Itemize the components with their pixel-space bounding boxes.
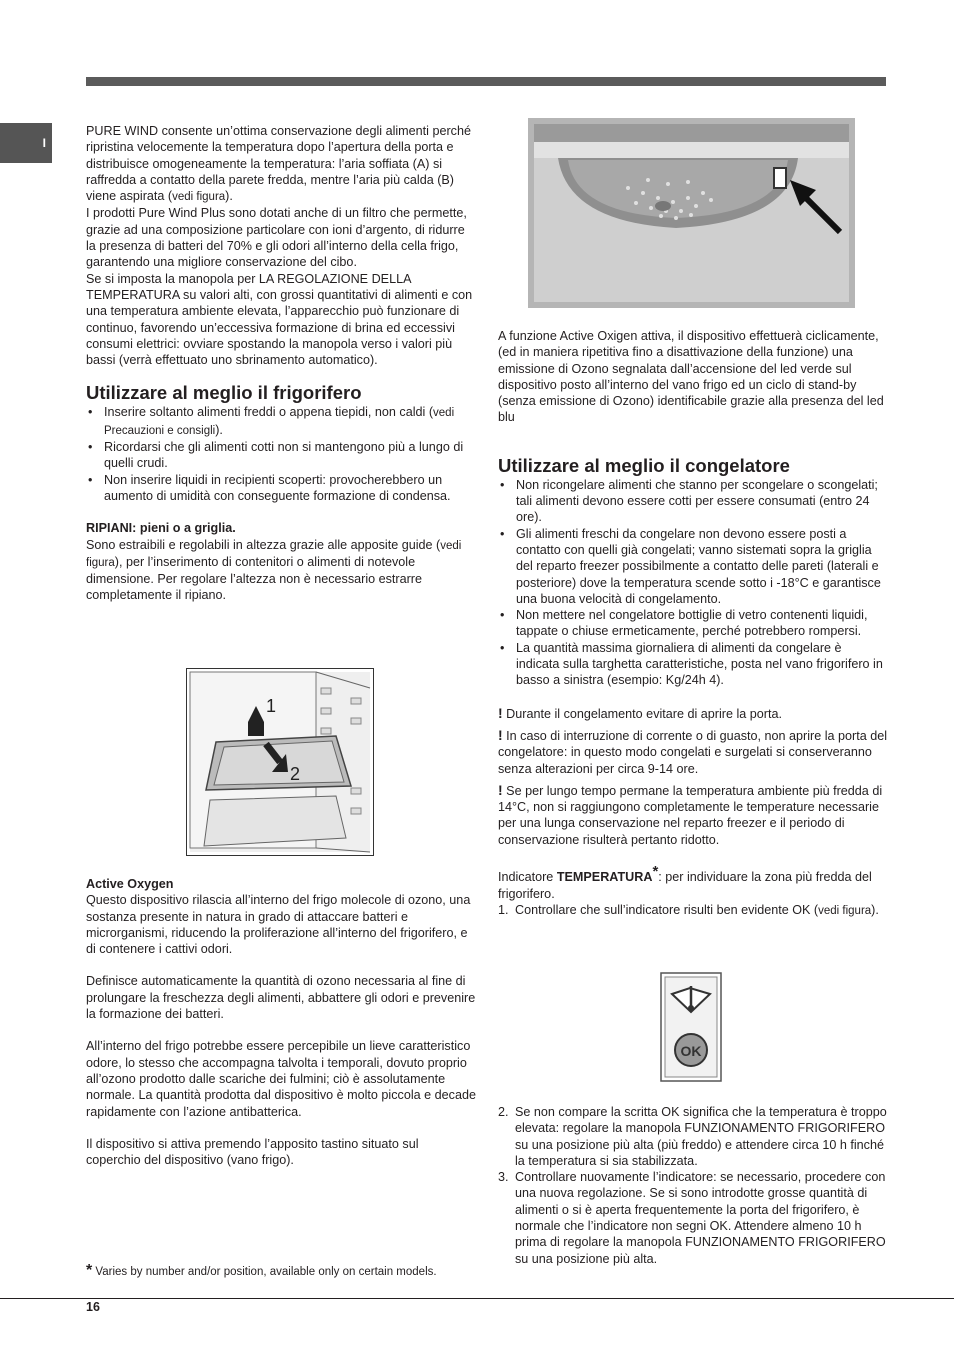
list-item: • Non inserire liquidi in recipienti scoperti: provocherebbero un aumento di umidità con conseguente formazione di condensa. bbox=[86, 472, 476, 505]
list-item: 3. Controllare nuovamente l’indicatore: se necessario, procedere con una nuova regolazione. Se si sono introdotte grosse quantità di alimenti o si è aperta frequentemente la porta del frigorifero, è normale che l’indicatore non segni OK. Attendere almeno 10 h prima di regolare la manopola FUNZIONAMENTO FRIGORIFERO su una posizione più alta. bbox=[498, 1170, 886, 1266]
indicator-paragraph: Indicatore TEMPERATURA*: per individuare la zona più fredda del frigorifero. bbox=[498, 863, 872, 901]
shelf-label-2: 2 bbox=[290, 764, 301, 784]
list-item: • Ricordarsi che gli alimenti cotti non si mantengono più a lungo di quelli crudi. bbox=[86, 439, 476, 472]
active-oxygen-section bbox=[86, 876, 476, 1168]
list-item: • Gli alimenti freschi da congelare non devono essere posti a contatto con quelli già congelati; vanno sistemati sopra la griglia del reparto freezer possibilmente a contatto delle pareti (laterali e posteriore) dove la temperatura scende sotto i -18°C e garantisce una buona velocità di congelamento. bbox=[498, 526, 888, 607]
left-column bbox=[86, 123, 476, 604]
list-item: • Inserire soltanto alimenti freddi o appena tiepidi, non caldi (vedi Precauzioni e consigli). bbox=[86, 404, 476, 439]
footer-rule bbox=[0, 1298, 954, 1299]
pure-wind-plus-paragraph: I prodotti Pure Wind Plus sono dotati anche di un filtro che permette, grazie ad una composizione particolare con ioni d’argento, di ridurre la presenza di batteri del 70% e gli odori all’interno della cella frigo, garantendo una migliore conservazione del cibo. bbox=[86, 206, 467, 270]
shelf-label-1: 1 bbox=[266, 696, 277, 716]
steps-list-2 bbox=[498, 1104, 888, 1267]
temperature-indicator-figure bbox=[660, 972, 722, 1082]
list-item: • La quantità massima giornaliera di alimenti da congelare è indicata sulla targhetta caratteristiche, posta nel vano frigorifero in basso a sinistra (esempio: Kg/24h 4). bbox=[498, 640, 888, 689]
active-oxygen-p3: All’interno del frigo potrebbe essere percepibile un lieve caratteristico odore, lo stesso che accompagna talvolta i temporali, dovuto proprio all’ozono prodotto dalle scariche dei fulmini; ciò è assolutamente normale. La quantità prodotta dal dispositivo è molto piccola e decade rapidamente con l’azione antibatterica. bbox=[86, 1039, 476, 1119]
frigo-bullet-list bbox=[86, 404, 476, 504]
temperature-paragraph: Se si imposta la manopola per LA REGOLAZIONE DELLA TEMPERATURA su valori alti, con grossi quantitativi di alimenti e con una temperatura ambiente elevata, l’apparecchio può funzionare di continuo, favorendo un’eccessiva formazione di brina ed eccessivi consumi elettrici: ovviare spostando la manopola verso i valori più bassi (verrà effettuato uno sbrinamento automatico). bbox=[86, 271, 473, 368]
active-oxygen-p1: Questo dispositivo rilascia all’interno del frigo molecole di ozono, una sostanza presente in natura in grado di attaccare batteri e microrganismi, riducendo la proliferazione all’interno del frigorifero, e di contenere i cattivi odori. bbox=[86, 893, 471, 957]
pure-wind-paragraph: PURE WIND consente un’ottima conservazione degli alimenti perché ripristina velocemente la temperatura dopo l’apertura della porta e distribuisce omogeneamente la temperatura: l’aria soffiata (A) si raffredda a contatto della parete fredda, mentre l’aria più calda (B) viene aspirata (vedi figura). bbox=[86, 124, 471, 204]
top-rule bbox=[86, 77, 886, 86]
steps-list-1 bbox=[498, 902, 888, 919]
active-oxygen-p2: Definisce automaticamente la quantità di ozono necessaria al fine di prolungare la freschezza degli alimenti, abbattere gli odori e prevenire la formazione dei batteri. bbox=[86, 974, 476, 1022]
ok-label: OK bbox=[680, 1043, 702, 1059]
warning-3: ! Se per lungo tempo permane la temperatura ambiente più fredda di 14°C, non si raggiungono completamente le temperature necessarie per una lunga conservazione nel reparto freezer e il periodo di conservazione risulterà pertanto ridotto. bbox=[498, 781, 883, 847]
page-number: 16 bbox=[86, 1300, 100, 1314]
language-tab: I bbox=[0, 123, 52, 163]
ripiani-title: RIPIANI: pieni o a griglia. bbox=[86, 521, 236, 536]
list-item: • Non mettere nel congelatore bottiglie di vetro contenenti liquidi, tappate o chiuse ermeticamente, perché potrebbero rompersi. bbox=[498, 607, 888, 640]
warning-1: ! Durante il congelamento evitare di aprire la porta. bbox=[498, 704, 782, 721]
footnote: * Varies by number and/or position, available only on certain models. bbox=[86, 1262, 437, 1279]
list-item: • Non ricongelare alimenti che stanno per scongelare o scongelati; tali alimenti devono essere cotti per essere consumati (entro 24 ore). bbox=[498, 477, 888, 526]
list-item: 2. Se non compare la scritta OK significa che la temperatura è troppo elevata: regolare la manopola FUNZIONAMENTO FRIGORIFERO su una posizione più alta (più freddo) e attendere circa 10 h finché la temperatura si sia stabilizzata. bbox=[498, 1105, 887, 1168]
active-oxygen-device-figure bbox=[528, 118, 855, 308]
heading-congelatore: Utilizzare al meglio il congelatore bbox=[498, 454, 790, 476]
cong-bullet-list bbox=[498, 477, 888, 689]
ripiani-paragraph: Sono estraibili e regolabili in altezza grazie alle apposite guide (vedi figura), per l’inserimento di contenitori o alimenti di notevole dimensione. Per regolare l’altezza non è necessario estrarre completamente il ripiano. bbox=[86, 537, 462, 603]
heading-frigorifero: Utilizzare al meglio il frigorifero bbox=[86, 382, 362, 404]
active-oxygen-p4: Il dispositivo si attiva premendo l’apposito tastino situato sul coperchio del dispositivo (vano frigo). bbox=[86, 1136, 419, 1168]
active-oxygen-title: Active Oxygen bbox=[86, 877, 174, 891]
right-column bbox=[498, 328, 888, 919]
active-function-paragraph: A funzione Active Oxigen attiva, il dispositivo effettuerà ciclicamente, (ed in maniera ripetitiva fino a disattivazione della funzione) una emissione di Ozono segnalata dall’accensione del led verde sul dispositivo posto all’interno del vano frigo ed un ciclo di stand-by (senza emissione di Ozono) identificabile grazie alla presenza del led blu bbox=[498, 329, 884, 425]
list-item: 1. Controllare che sull’indicatore risulti ben evidente OK (vedi figura). bbox=[498, 902, 879, 917]
steps-continuation bbox=[498, 1104, 888, 1267]
warning-2: ! In caso di interruzione di corrente o di guasto, non aprire la porta del congelatore: in questo modo congelati e surgelati si conserveranno senza alterazioni per circa 9-14 ore. bbox=[498, 726, 888, 776]
shelf-figure bbox=[186, 668, 374, 856]
